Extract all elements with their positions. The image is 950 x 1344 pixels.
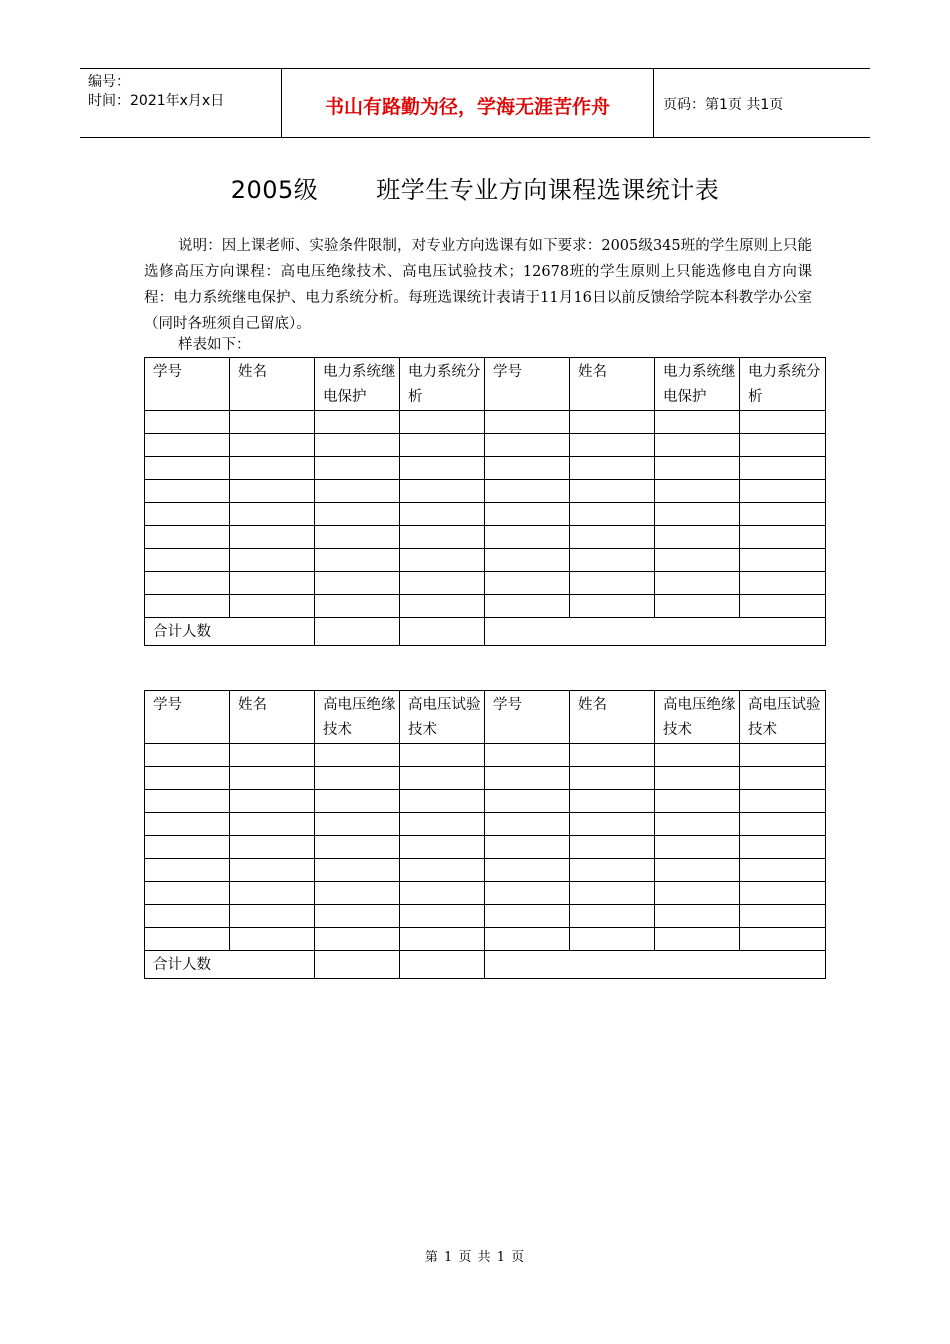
empty-cell: [570, 744, 655, 767]
empty-cell: [655, 434, 740, 457]
empty-cell: [230, 572, 315, 595]
empty-cell: [230, 767, 315, 790]
table-row: [145, 744, 826, 767]
empty-cell: [145, 526, 230, 549]
empty-cell: [145, 813, 230, 836]
empty-cell: [655, 572, 740, 595]
empty-cell: [655, 859, 740, 882]
empty-cell: [315, 882, 400, 905]
empty-cell: [740, 549, 826, 572]
empty-cell: [145, 411, 230, 434]
empty-cell: [485, 928, 570, 951]
empty-cell: [400, 744, 485, 767]
empty-cell: [145, 928, 230, 951]
empty-cell: [570, 480, 655, 503]
table-row: [145, 480, 826, 503]
empty-cell: [740, 928, 826, 951]
column-header: 电力系统继电保护: [315, 358, 400, 411]
empty-cell: [400, 434, 485, 457]
column-header: 姓名: [230, 691, 315, 744]
table-row: [145, 549, 826, 572]
empty-cell: [400, 572, 485, 595]
column-header: 学号: [485, 358, 570, 411]
empty-cell: [655, 882, 740, 905]
empty-cell: [145, 480, 230, 503]
empty-cell: [145, 549, 230, 572]
empty-cell: [655, 457, 740, 480]
empty-cell: [400, 549, 485, 572]
empty-cell: [315, 813, 400, 836]
empty-cell: [485, 859, 570, 882]
empty-cell: [315, 526, 400, 549]
empty-cell: [485, 882, 570, 905]
empty-cell: [570, 595, 655, 618]
table-row: [145, 595, 826, 618]
empty-cell: [230, 434, 315, 457]
empty-cell: [655, 411, 740, 434]
course-table-power-systems: [144, 357, 826, 646]
empty-cell: [740, 836, 826, 859]
empty-cell: [740, 572, 826, 595]
empty-cell: [485, 767, 570, 790]
column-header: 学号: [145, 691, 230, 744]
empty-cell: [740, 790, 826, 813]
table-row: [145, 905, 826, 928]
empty-cell: [315, 434, 400, 457]
empty-cell: [230, 411, 315, 434]
description-paragraph: 说明：因上课老师、实验条件限制，对专业方向选课有如下要求：2005级345班的学生原则上只能选修高压方向课程：高电压绝缘技术、高电压试验技术；12678班的学生原则上只能选修电自方向课程：电力系统继电保护、电力系统分析。每班选课统计表请于11月16日以前反馈给学院本科教学办公室（同时各班须自己留底）。: [144, 238, 812, 332]
empty-cell: [485, 790, 570, 813]
empty-cell: [570, 813, 655, 836]
column-header: 电力系统继电保护: [655, 358, 740, 411]
empty-cell: [230, 859, 315, 882]
empty-cell: [740, 744, 826, 767]
empty-cell: [485, 503, 570, 526]
column-header: 高电压试验技术: [740, 691, 826, 744]
empty-cell: [400, 836, 485, 859]
column-header: 学号: [145, 358, 230, 411]
table-row: [145, 767, 826, 790]
table-row: [145, 457, 826, 480]
total-blank-cell: [485, 951, 826, 979]
empty-cell: [740, 813, 826, 836]
empty-cell: [400, 480, 485, 503]
empty-cell: [230, 905, 315, 928]
table-row: [145, 526, 826, 549]
title-grade: 2005级: [230, 176, 319, 204]
empty-cell: [655, 744, 740, 767]
empty-cell: [485, 411, 570, 434]
empty-cell: [315, 411, 400, 434]
empty-cell: [230, 457, 315, 480]
empty-cell: [145, 744, 230, 767]
empty-cell: [400, 526, 485, 549]
empty-cell: [230, 595, 315, 618]
empty-cell: [485, 905, 570, 928]
empty-cell: [655, 790, 740, 813]
empty-cell: [230, 836, 315, 859]
empty-cell: [400, 790, 485, 813]
empty-cell: [145, 905, 230, 928]
column-header: 高电压绝缘技术: [315, 691, 400, 744]
empty-cell: [570, 572, 655, 595]
empty-cell: [570, 457, 655, 480]
empty-cell: [315, 767, 400, 790]
total-label: 合计人数: [145, 618, 315, 646]
empty-cell: [485, 595, 570, 618]
document-title: [0, 170, 950, 205]
empty-cell: [230, 813, 315, 836]
empty-cell: [570, 526, 655, 549]
table-row: [145, 928, 826, 951]
total-value-cell: [400, 951, 485, 979]
empty-cell: [655, 526, 740, 549]
empty-cell: [145, 859, 230, 882]
empty-cell: [485, 813, 570, 836]
header-page-info: 页码：第1页 共1页: [663, 97, 784, 113]
empty-cell: [315, 572, 400, 595]
empty-cell: [485, 744, 570, 767]
empty-cell: [400, 411, 485, 434]
table-row: [145, 790, 826, 813]
header-meta: [80, 69, 281, 137]
empty-cell: [570, 549, 655, 572]
total-value-cell: [315, 951, 400, 979]
empty-cell: [740, 905, 826, 928]
empty-cell: [400, 928, 485, 951]
empty-cell: [315, 836, 400, 859]
table-header-row: [145, 358, 826, 411]
empty-cell: [315, 480, 400, 503]
empty-cell: [315, 928, 400, 951]
table-row: [145, 503, 826, 526]
empty-cell: [230, 744, 315, 767]
table-row: [145, 434, 826, 457]
title-main: 班学生专业方向课程选课统计表: [376, 176, 720, 204]
empty-cell: [230, 882, 315, 905]
empty-cell: [145, 457, 230, 480]
document-number-label: 编号：: [88, 74, 130, 90]
empty-cell: [485, 434, 570, 457]
empty-cell: [145, 595, 230, 618]
empty-cell: [400, 457, 485, 480]
empty-cell: [655, 767, 740, 790]
empty-cell: [145, 790, 230, 813]
empty-cell: [570, 434, 655, 457]
empty-cell: [655, 813, 740, 836]
total-row: [145, 618, 826, 646]
empty-cell: [740, 882, 826, 905]
empty-cell: [570, 503, 655, 526]
table-row: [145, 836, 826, 859]
empty-cell: [570, 905, 655, 928]
empty-cell: [655, 928, 740, 951]
empty-cell: [230, 503, 315, 526]
column-header: 电力系统分析: [400, 358, 485, 411]
empty-cell: [570, 767, 655, 790]
empty-cell: [740, 434, 826, 457]
empty-cell: [145, 882, 230, 905]
column-header: 姓名: [570, 691, 655, 744]
empty-cell: [400, 859, 485, 882]
column-header: 姓名: [230, 358, 315, 411]
table-row: [145, 813, 826, 836]
column-header: 高电压试验技术: [400, 691, 485, 744]
table-row: [145, 882, 826, 905]
empty-cell: [570, 928, 655, 951]
course-table-high-voltage: [144, 690, 826, 979]
empty-cell: [740, 457, 826, 480]
empty-cell: [145, 836, 230, 859]
header-motto: 书山有路勤为径，学海无涯苦作舟: [281, 69, 654, 137]
document-time-label: 时间：2021年x月x日: [88, 93, 225, 109]
table-row: [145, 859, 826, 882]
empty-cell: [485, 526, 570, 549]
empty-cell: [145, 767, 230, 790]
empty-cell: [145, 503, 230, 526]
empty-cell: [230, 549, 315, 572]
sample-label: 样表如下：: [178, 337, 251, 353]
page-header: [80, 68, 870, 138]
empty-cell: [315, 595, 400, 618]
empty-cell: [485, 572, 570, 595]
empty-cell: [145, 572, 230, 595]
total-blank-cell: [485, 618, 826, 646]
empty-cell: [570, 836, 655, 859]
empty-cell: [145, 434, 230, 457]
empty-cell: [400, 813, 485, 836]
column-header: 高电压绝缘技术: [655, 691, 740, 744]
empty-cell: [315, 457, 400, 480]
empty-cell: [315, 503, 400, 526]
empty-cell: [315, 859, 400, 882]
empty-cell: [740, 859, 826, 882]
empty-cell: [230, 928, 315, 951]
column-header: 学号: [485, 691, 570, 744]
total-label: 合计人数: [145, 951, 315, 979]
empty-cell: [400, 905, 485, 928]
empty-cell: [570, 859, 655, 882]
total-value-cell: [315, 618, 400, 646]
empty-cell: [230, 526, 315, 549]
empty-cell: [485, 836, 570, 859]
column-header: 姓名: [570, 358, 655, 411]
column-header: 电力系统分析: [740, 358, 826, 411]
empty-cell: [485, 480, 570, 503]
total-value-cell: [400, 618, 485, 646]
empty-cell: [740, 595, 826, 618]
empty-cell: [655, 503, 740, 526]
empty-cell: [485, 457, 570, 480]
empty-cell: [655, 549, 740, 572]
empty-cell: [740, 480, 826, 503]
table-header-row: [145, 691, 826, 744]
empty-cell: [400, 595, 485, 618]
empty-cell: [400, 767, 485, 790]
empty-cell: [315, 744, 400, 767]
empty-cell: [485, 549, 570, 572]
empty-cell: [230, 790, 315, 813]
empty-cell: [315, 549, 400, 572]
empty-cell: [400, 503, 485, 526]
empty-cell: [655, 480, 740, 503]
page-footer: 第 1 页 共 1 页: [424, 1250, 526, 1265]
empty-cell: [400, 882, 485, 905]
total-row: [145, 951, 826, 979]
empty-cell: [740, 411, 826, 434]
empty-cell: [740, 767, 826, 790]
empty-cell: [315, 790, 400, 813]
empty-cell: [740, 526, 826, 549]
empty-cell: [230, 480, 315, 503]
empty-cell: [655, 595, 740, 618]
empty-cell: [570, 411, 655, 434]
empty-cell: [655, 836, 740, 859]
empty-cell: [655, 905, 740, 928]
table-row: [145, 572, 826, 595]
table-row: [145, 411, 826, 434]
empty-cell: [570, 790, 655, 813]
empty-cell: [570, 882, 655, 905]
empty-cell: [740, 503, 826, 526]
empty-cell: [315, 905, 400, 928]
